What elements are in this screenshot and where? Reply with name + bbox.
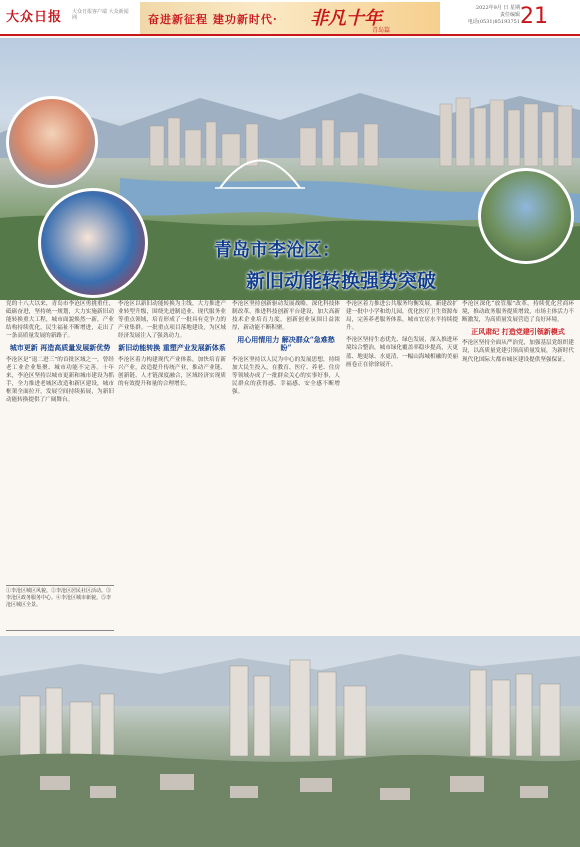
- body-paragraph: 李沧区坚持以人民为中心的发展思想，持续加大民生投入，在教育、医疗、养老、住房等领域办成了一批群众关心的实事好事，人民群众的获得感、幸福感、安全感不断增强。: [232, 356, 340, 395]
- body-paragraph: 李沧区着力推进公共服务均衡发展，新建改扩建一批中小学和幼儿园，优化医疗卫生资源布局，完善养老服务体系，城市宜居水平持续提升。: [346, 301, 458, 332]
- body-paragraph: 李沧区是“退二进三”的首批区域之一，曾经老工业企业集聚、城市功能不完善。十年来，李沧区坚持以城市更新和城市建设为抓手，全力推进老城区改造和新区建设，城市框架全面拉开，发展空间持续拓展，为新旧动能转换提供了广阔舞台。: [6, 356, 114, 404]
- article-column-4: [346, 300, 458, 630]
- body-paragraph: 李沧区坚持生态优先、绿色发展，深入推进环境综合整治，城市绿化覆盖率稳步提高，天更蓝、地更绿、水更清，一幅山海城相融的美丽画卷正在徐徐展开。: [346, 337, 458, 368]
- newspaper-sublogo: 大众日报客户端 大众新闻网: [72, 9, 129, 21]
- newspaper-logo: 大众日报: [6, 10, 63, 25]
- body-paragraph: 李沧区着力构建现代产业体系，加快培育新兴产业，改造提升传统产业，推动产业链、创新链、人才链深度融合，区域经济实现质的有效提升和量的合理增长。: [118, 356, 226, 387]
- hero-photo: [0, 38, 580, 300]
- banner-title: 非凡十年: [310, 8, 382, 29]
- inset-photo-service-center: [38, 188, 148, 298]
- article-column-5: [462, 300, 574, 630]
- inset-photo-community: [6, 96, 98, 188]
- masthead: [0, 0, 580, 36]
- headline-main: 青岛市李沧区：: [214, 240, 340, 261]
- photo-captions: ①李沧区城区风貌。②李沧区居民社区活动。③李沧区政务服务中心。④李沧区城市新貌。⑤李沧区城区全景。: [6, 585, 114, 631]
- section-heading-livelihood: 用心用情用力 解决群众“急难愁盼”: [237, 335, 335, 353]
- body-paragraph: 李沧区坚持全面从严治党，加强基层党组织建设，以高质量党建引领高质量发展，为新时代现代化国际大都市城区建设提供坚强保证。: [462, 340, 574, 363]
- lead-paragraph: 党的十八大以来，青岛市李沧区勇挑重任，砥砺奋进，坚持统一规划，大力实施新旧动能转换重大工程，城市面貌焕然一新，产业结构持续优化，民生福祉不断增进，走出了一条高质量发展的新路子。: [6, 301, 114, 340]
- inset-photo-mountain: [478, 168, 574, 264]
- banner-slogan: 奋进新征程 建功新时代·: [148, 13, 278, 26]
- bottom-city-photo: [0, 636, 580, 847]
- banner-section: 青岛篇: [372, 27, 391, 34]
- section-heading-new-drivers: 新旧动能转换 重塑产业发展新体系: [118, 343, 226, 353]
- section-heading-party-building: 正风肃纪 打造党建引领新模式: [471, 327, 565, 337]
- body-paragraph: 李沧区坚持创新驱动发展战略，深化科技体制改革，推进科技创新平台建设，加大高新技术企业培育力度，创新创业氛围日益浓厚，新动能不断积聚。: [232, 301, 340, 332]
- article-column-3: [232, 300, 340, 630]
- theme-banner: [140, 2, 440, 34]
- article-column-1: [6, 300, 114, 630]
- page-meta: 2022年9月 日 星期 责任编辑 电话(0531)85193751: [467, 5, 520, 25]
- body-paragraph: 李沧区深化“放管服”改革，持续优化营商环境，推动政务服务提质增效，市场主体活力不断激发，为高质量发展营造了良好环境。: [462, 301, 574, 324]
- body-paragraph: 李沧区以新旧动能转换为主线，大力推进产业转型升级，围绕先进制造业、现代服务业等重点领域，培育形成了一批具有竞争力的产业集群。一批重点项目落地建设，为区域经济发展注入了强劲动力。: [118, 301, 226, 340]
- section-heading-urban-renewal: 城市更新 再造高质量发展新优势: [9, 343, 111, 353]
- aerial-city-illustration: [0, 636, 580, 847]
- headline-sub: 新旧动能转换强势突破: [246, 270, 437, 292]
- page-number: 21: [520, 4, 548, 29]
- article-column-2: [118, 300, 226, 630]
